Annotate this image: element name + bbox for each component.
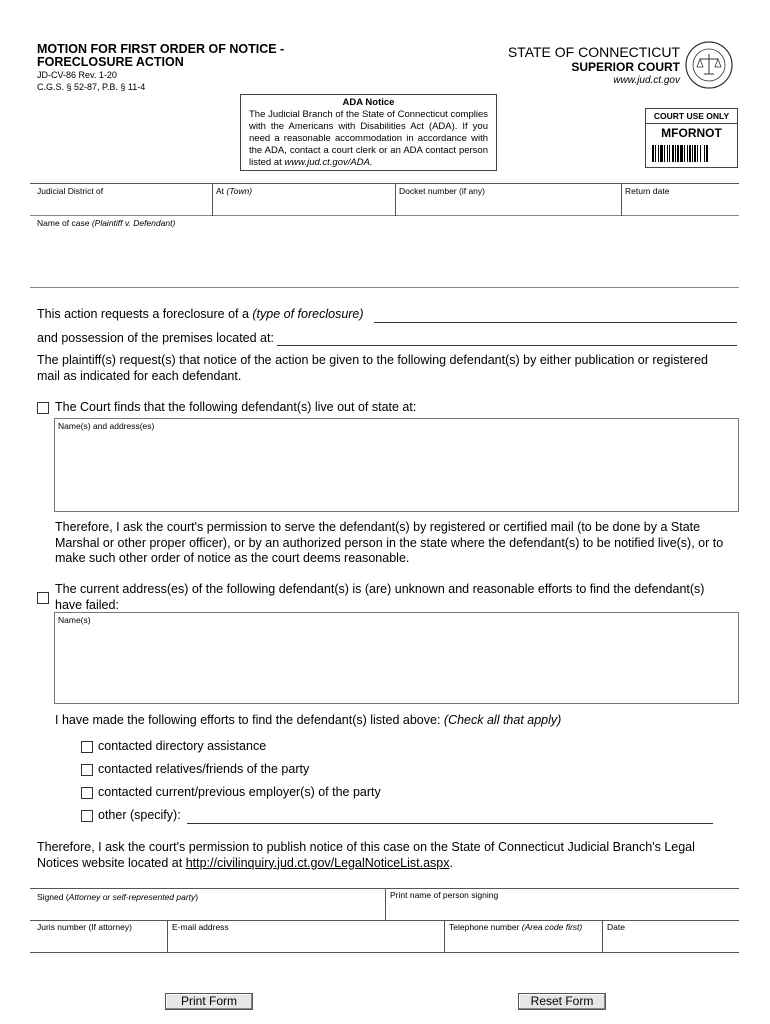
print-form-button[interactable]: Print Form — [165, 993, 253, 1010]
court-use-label: COURT USE ONLY — [653, 111, 730, 121]
unknown-address-text: The current address(es) of the following defendant(s) is (are) unknown and reasonable efforts to find the defendant(s) have failed: — [55, 582, 705, 612]
court-website: www.jud.ct.gov — [613, 75, 680, 86]
unknown-address-checkbox[interactable] — [37, 592, 49, 604]
date-label: Date — [607, 922, 625, 932]
email-label: E-mail address — [172, 922, 229, 932]
phone-input[interactable] — [447, 934, 599, 951]
effort-relatives-label: contacted relatives/friends of the party — [98, 762, 310, 776]
case-name-input[interactable] — [33, 230, 737, 285]
out-of-state-text: The Court finds that the following defendant(s) live out of state at: — [55, 400, 417, 414]
email-input[interactable] — [170, 934, 441, 951]
effort-other-checkbox[interactable] — [81, 810, 93, 822]
effort-directory-label: contacted directory assistance — [98, 739, 267, 753]
reset-form-button[interactable]: Reset Form — [518, 993, 606, 1010]
juris-input[interactable] — [33, 934, 164, 951]
judicial-district-label: Judicial District of — [37, 186, 104, 196]
phone-label: Telephone number (Area code first) — [449, 922, 583, 932]
date-input[interactable] — [605, 934, 736, 951]
ada-notice — [240, 94, 497, 171]
names-addresses-box[interactable] — [54, 418, 739, 512]
docket-number-label: Docket number (if any) — [399, 186, 485, 196]
names-box[interactable] — [54, 612, 739, 704]
legal-notices-link[interactable]: http://civilinquiry.jud.ct.gov/LegalNoticeList.aspx — [185, 855, 450, 870]
foreclosure-text: This action requests a foreclosure of a (type of foreclosure) — [37, 307, 364, 321]
form-title-line2: FORECLOSURE ACTION — [37, 55, 184, 69]
effort-employer-checkbox[interactable] — [81, 787, 93, 799]
names-addresses-label: Name(s) and address(es) — [58, 421, 155, 431]
form-code: MFORNOT — [661, 126, 722, 140]
barcode-icon — [652, 145, 731, 162]
ada-heading: ADA Notice — [342, 97, 395, 108]
effort-employer-label: contacted current/previous employer(s) of the party — [98, 785, 381, 799]
case-name-label: Name of case (Plaintiff v. Defendant) — [37, 218, 176, 228]
names-label: Name(s) — [58, 615, 91, 625]
effort-directory-checkbox[interactable] — [81, 741, 93, 753]
print-name-input[interactable] — [388, 902, 736, 919]
form-number: JD-CV-86 Rev. 1-20 — [37, 70, 117, 80]
town-input[interactable] — [215, 196, 392, 214]
therefore-serve-text: Therefore, I ask the court's permission to serve the defendant(s) by registered or certified mail (to be done by a State Marshal or other proper officer), or by an authorized person in the state where the defendant(s) to be notified live(s), or to make such other order of notice as the court deems reasonable. — [55, 520, 724, 565]
foreclosure-type-input[interactable] — [374, 322, 737, 323]
judicial-district-input[interactable] — [33, 196, 209, 214]
court-name: SUPERIOR COURT — [571, 60, 680, 74]
town-label: At (Town) — [216, 186, 253, 196]
therefore-publish-text: Therefore, I ask the court's permission to publish notice of this case on the State of Connecticut Judicial Branch's Legal Notices website located at http://civilinquiry.jud.ct.gov/LegalNoticeList.aspx. — [37, 840, 695, 870]
plaintiff-request-text: The plaintiff(s) request(s) that notice of the action be given to the following defendant(s) by either publication or registered mail as indicated for each defendant. — [37, 353, 708, 383]
print-name-label: Print name of person signing — [390, 890, 499, 900]
return-date-input[interactable] — [624, 196, 736, 214]
docket-number-input[interactable] — [398, 196, 618, 214]
state-name: STATE OF CONNECTICUT — [507, 44, 680, 60]
signed-label: Signed (Attorney or self-represented party) — [37, 892, 199, 902]
effort-other-label: other (specify): — [98, 808, 181, 822]
ada-body: The Judicial Branch of the State of Connecticut complies with the Americans with Disabilities Act (ADA). If you need a reasonable accommodation in accordance with the ADA, contact a court clerk or an ADA contact person listed at — [249, 109, 488, 168]
court-use-box — [645, 108, 738, 168]
efforts-text: I have made the following efforts to find the defendant(s) listed above: (Check all that apply) — [55, 713, 562, 727]
return-date-label: Return date — [625, 186, 670, 196]
other-specify-input[interactable] — [187, 823, 713, 824]
ada-link[interactable]: www.jud.ct.gov/ADA. — [284, 157, 373, 168]
state-seal-icon — [684, 40, 734, 90]
effort-relatives-checkbox[interactable] — [81, 764, 93, 776]
out-of-state-checkbox[interactable] — [37, 402, 49, 414]
possession-text: and possession of the premises located at: — [37, 331, 274, 345]
juris-label: Juris number (If attorney) — [37, 922, 132, 932]
signature-input[interactable] — [33, 902, 382, 919]
form-title-line1: MOTION FOR FIRST ORDER OF NOTICE - — [37, 42, 285, 56]
premises-input[interactable] — [277, 345, 737, 346]
statutes: C.G.S. § 52-87, P.B. § 11-4 — [37, 82, 146, 92]
